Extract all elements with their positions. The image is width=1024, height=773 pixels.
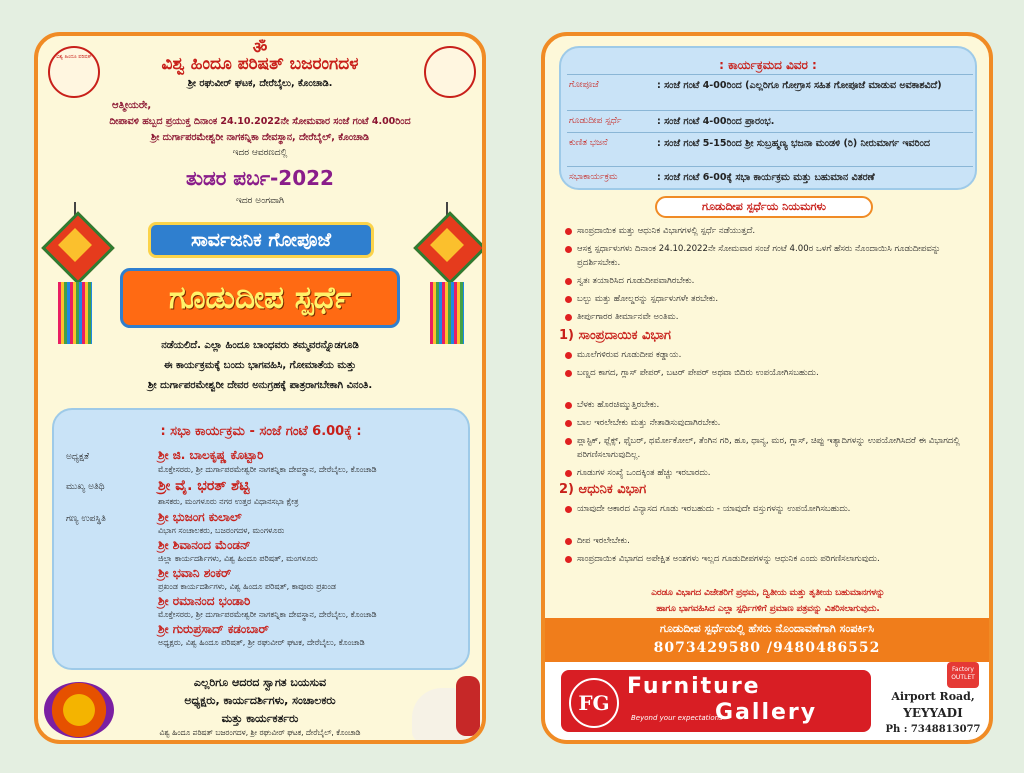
welcome-line-3: ಮತ್ತು ಕಾರ್ಯಕರ್ತರು bbox=[221, 712, 299, 725]
welcome-line-2: ಅಧ್ಯಕ್ಷರು, ಕಾರ್ಯದರ್ಶಿಗಳು, ಸಂಚಾಲಕರು bbox=[184, 694, 336, 707]
prize-line-1: ಎರಡೂ ವಿಭಾಗದ ವಿಜೇತರಿಗೆ ಪ್ರಥಮ, ದ್ವಿತೀಯ ಮತ್ತು ತೃತೀಯ ಬಹುಮಾನಗಳನ್ನು bbox=[651, 588, 885, 598]
prize-line-2: ಹಾಗೂ ಭಾಗವಹಿಸಿದ ಎಲ್ಲಾ ಸ್ಪರ್ಧಿಗಳಿಗೆ ಪ್ರಮಾಣ ಪತ್ರವನ್ನು ವಿತರಿಸಲಾಗುವುದು. bbox=[656, 604, 880, 614]
rule-item: ತೀರ್ಪುಗಾರರ ತೀರ್ಮಾನವೇ ಅಂತಿಮ. bbox=[577, 310, 967, 324]
person-name: ಶ್ರೀ ಭುಜಂಗ ಕುಲಾಲ್ bbox=[158, 510, 242, 524]
person-role: ಅಧ್ಯಕ್ಷತೆ bbox=[66, 452, 89, 462]
lantern-right bbox=[418, 202, 476, 352]
event-line-2: ಶ್ರೀ ದುರ್ಗಾಪರಮೇಶ್ವರೀ ನಾಗಕನ್ನಿಕಾ ದೇವಸ್ಥಾನ, ದೇರೆಬೈಲ್, ಕೊಂಚಾಡಿ bbox=[151, 132, 369, 143]
person-desc: ಅಧ್ಯಕ್ಷರು, ವಿಶ್ವ ಹಿಂದೂ ಪರಿಷತ್, ಶ್ರೀ ರಘುವೀರ್ ಘಟಕ, ದೇರೆಬೈಲು, ಕೊಂಚಾಡಿ bbox=[158, 638, 365, 647]
rule-item: ಸಾಂಪ್ರದಾಯಿಕ ವಿಭಾಗದ ಅಪೇಕ್ಷಿತ ಅಂಶಗಳು ಇಲ್ಲದ ಗೂಡುದೀಪಗಳನ್ನು ಆಧುನಿಕ ಎಂದು ಪರಿಗಣಿಸಲಾಗುವುದು. bbox=[577, 552, 967, 566]
schedule-value: : ಸಂಜೆ ಗಂಟೆ 6-00ಕ್ಕೆ ಸಭಾ ಕಾರ್ಯಕ್ರಮ ಮತ್ತು ಬಹುಮಾನ ವಿತರಣೆ bbox=[657, 172, 875, 183]
furniture-gallery-banner bbox=[561, 670, 871, 732]
factory-outlet-badge: Factory OUTLET bbox=[947, 662, 979, 688]
greeting: ಆತ್ಮೀಯರೇ, bbox=[112, 100, 152, 111]
rule-item: ಸಾಂಪ್ರದಾಯಿಕ ಮತ್ತು ಆಧುನಿಕ ವಿಭಾಗಗಳಲ್ಲಿ ಸ್ಪರ್ಧೆ ನಡೆಯುತ್ತದೆ. bbox=[577, 224, 967, 238]
ad-name-1: Furniture bbox=[627, 674, 761, 699]
ad-phone: Ph : 7348813077 bbox=[885, 724, 981, 735]
contact-bar bbox=[545, 618, 989, 662]
person-name: ಶ್ರೀ ಶಿವಾನಂದ ಮೆಂಡನ್ bbox=[158, 538, 251, 552]
competition-panel bbox=[541, 32, 993, 744]
rule-item: ಪ್ಲಾಸ್ಟಿಕ್, ಫ್ಲೆಕ್ಸ್, ಫೈಬರ್, ಥರ್ಮೋಕೋಲ್, ತೆಂಗಿನ ಗರಿ, ಹೂ, ಧಾನ್ಯ, ಮರ, ಗ್ಲಾಸ್, ಚಿಪ್ಪು ಇತ್ಯಾದಿಗಳನ್ನು ಉಪಯೋಗಿಸಿದರೆ ಈ ವಿಭಾಗದಲ್ಲಿ ಪರಿಗಣಿಸಲಾಗುವುದಿಲ್ಲ. bbox=[577, 434, 967, 462]
rule-item: ಗೂಡುಗಳ ಸಂಖ್ಯೆ ಒಂದಕ್ಕಿಂತ ಹೆಚ್ಚು ಇರಬಾರದು. bbox=[577, 466, 967, 480]
person-name: ಶ್ರೀ ಗುರುಪ್ರಸಾದ್ ಕಡಂಬಾರ್ bbox=[158, 622, 269, 636]
org-subtitle: ಶ್ರೀ ರಘುವೀರ್ ಘಟಕ, ದೇರೆಬೈಲು, ಕೊಂಚಾಡಿ. bbox=[187, 78, 333, 89]
person-desc: ಪ್ರಖಂಡ ಕಾರ್ಯದರ್ಶಿಗಳು, ವಿಶ್ವ ಹಿಂದೂ ಪರಿಷತ್, ಕಾವೂರು ಪ್ರಖಂಡ bbox=[158, 582, 337, 591]
gopooja-badge: ಸಾರ್ವಜನಿಕ ಗೋಪೂಜೆ bbox=[148, 222, 374, 258]
contact-numbers: 8073429580 /9480486552 bbox=[653, 640, 881, 656]
invite-line-3: ಶ್ರೀ ದುರ್ಗಾಪರಮೇಶ್ವರೀ ದೇವರ ಅನುಗ್ರಹಕ್ಕೆ ಪಾತ್ರರಾಗಬೇಕಾಗಿ ವಿನಂತಿ. bbox=[147, 380, 373, 391]
rule-item: ಬಲ್ಬು ಮತ್ತು ಹೋಲ್ಡರನ್ನು ಸ್ಪರ್ಧಾಳುಗಳೇ ತರಬೇಕು. bbox=[577, 292, 967, 306]
rule-item: ದೀಪ ಇರಲೇಬೇಕು. bbox=[577, 534, 967, 548]
goodudeepa-badge: ಗೂಡುದೀಪ ಸ್ಪರ್ಧೆ bbox=[120, 268, 400, 328]
person-name: ಶ್ರೀ ರಮಾನಂದ ಭಂಡಾರಿ bbox=[158, 594, 251, 608]
logo-text: ವಿಶ್ವ ಹಿಂದೂ ಪರಿಷತ್ bbox=[56, 54, 92, 60]
welcome-line-4: ವಿಶ್ವ ಹಿಂದೂ ಪರಿಷತ್ ಬಜರಂಗದಳ, ಶ್ರೀ ರಘುವೀರ್ ಘಟಕ, ದೇರೆಬೈಲ್, ಕೊಂಚಾಡಿ bbox=[159, 728, 361, 737]
person-name: ಶ್ರೀ ಜಿ. ಬಾಲಕೃಷ್ಣ ಕೊಟ್ಟಾರಿ bbox=[158, 448, 264, 462]
person-name: ಶ್ರೀ ವೈ. ಭರತ್ ಶೆಟ್ಟಿ bbox=[158, 478, 250, 494]
schedule-title: : ಕಾರ್ಯಕ್ರಮದ ವಿವರ : bbox=[719, 58, 817, 72]
sponsor-ad bbox=[545, 662, 989, 744]
person-role: ಗಣ್ಯ ಉಪಸ್ಥಿತಿ bbox=[66, 514, 106, 524]
invite-line-1: ನಡೆಯಲಿದೆ. ಎಲ್ಲಾ ಹಿಂದೂ ಬಾಂಧವರು ತಮ್ಮವರನ್ನೊಡಗೂಡಿ bbox=[161, 340, 359, 351]
section-traditional: 1) ಸಾಂಪ್ರದಾಯಿಕ ವಿಭಾಗ bbox=[559, 328, 671, 343]
schedule-box bbox=[559, 46, 977, 190]
contact-label: ಗೂಡುದೀಪ ಸ್ಪರ್ಧೆಯಲ್ಲಿ ಹೆಸರು ನೊಂದಾವಣೆಗಾಗಿ ಸಂಪರ್ಕಿಸಿ bbox=[659, 622, 875, 635]
rule-item: ಬಣ್ಣದ ಕಾಗದ, ಗ್ಲಾಸ್ ಪೇಪರ್, ಬಟರ್ ಪೇಪರ್ ಅಥವಾ ಬಿದಿರು ಉಪಯೋಗಿಸಬಹುದು. bbox=[577, 366, 967, 380]
invite-line-2: ಈ ಕಾರ್ಯಕ್ರಮಕ್ಕೆ ಬಂದು ಭಾಗವಹಿಸಿ, ಗೋಮಾತೆಯ ಮತ್ತು bbox=[163, 360, 357, 371]
ad-name-2: Gallery bbox=[715, 700, 818, 725]
schedule-value: : ಸಂಜೆ ಗಂಟೆ 4-00ರಿಂದ ಪ್ರಾರಂಭ. bbox=[657, 116, 775, 127]
ad-address-2: YEYYADI bbox=[903, 706, 963, 720]
ad-address-1: Airport Road, bbox=[891, 690, 975, 703]
invitation-panel bbox=[34, 32, 486, 744]
schedule-value: : ಸಂಜೆ ಗಂಟೆ 5-15ರಿಂದ ಶ್ರೀ ಸುಬ್ರಹ್ಮಣ್ಯ ಭಜನಾ ಮಂಡಳಿ (ರಿ) ನೀರುಮಾರ್ಗ ಇವರಿಂದ bbox=[657, 138, 931, 149]
ad-tagline: Beyond your expectations bbox=[631, 714, 723, 722]
schedule-label: ಗೋಪೂಜೆ bbox=[569, 80, 599, 90]
fg-logo: FG bbox=[569, 678, 619, 728]
person-desc: ಮೊಕ್ತೇಸರರು, ಶ್ರೀ ದುರ್ಗಾಪರಮೇಶ್ವರೀ ನಾಗಕನ್ನಿಕಾ ದೇವಸ್ಥಾನ, ದೇರೆಬೈಲು, ಕೊಂಚಾಡಿ bbox=[158, 465, 377, 474]
welcome-line-1: ಎಲ್ಲರಿಗೂ ಆದರದ ಸ್ವಾಗತ ಬಯಸುವ bbox=[193, 676, 327, 689]
person-desc: ಶಾಸಕರು, ಮಂಗಳೂರು ನಗರ ಉತ್ತರ ವಿಧಾನಸಭಾ ಕ್ಷೇತ್ರ bbox=[158, 497, 299, 506]
person-desc: ಜಿಲ್ಲಾ ಕಾರ್ಯದರ್ಶಿಗಳು, ವಿಶ್ವ ಹಿಂದೂ ಪರಿಷತ್, ಮಂಗಳೂರು bbox=[158, 554, 318, 563]
sabha-box bbox=[52, 408, 470, 670]
schedule-label: ಗೂಡುದೀಪ ಸ್ಪರ್ಧೆ bbox=[569, 116, 622, 126]
section-modern: 2) ಆಧುನಿಕ ವಿಭಾಗ bbox=[559, 482, 647, 497]
org-title: ವಿಶ್ವ ಹಿಂದೂ ಪರಿಷತ್ ಬಜರಂಗದಳ bbox=[161, 54, 359, 74]
rule-item: ಮೂಲೆಗಳಿರುವ ಗೂಡುದೀಪ ಕಡ್ಡಾಯ. bbox=[577, 348, 967, 362]
rule-item: ಯಾವುದೇ ಆಕಾರದ ವಿನ್ಯಾಸದ ಗೂಡು ಇರಬಹುದು - ಯಾವುದೇ ವಸ್ತುಗಳನ್ನು ಉಪಯೋಗಿಸಬಹುದು. bbox=[577, 502, 967, 516]
rule-item: ಬೆಳಕು ಹೊರಚಿಮ್ಮುತ್ತಿರಬೇಕು. bbox=[577, 398, 967, 412]
person-role: ಮುಖ್ಯ ಅತಿಥಿ bbox=[66, 482, 105, 492]
person-name: ಶ್ರೀ ಭವಾನಿ ಶಂಕರ್ bbox=[158, 566, 232, 580]
om-symbol: ॐ bbox=[252, 38, 268, 57]
schedule-label: ಕುಣಿತ ಭಜನೆ bbox=[569, 138, 608, 148]
schedule-value: : ಸಂಜೆ ಗಂಟೆ 4-00ರಿಂದ (ಎಲ್ಲರಿಗೂ ಗೋಗ್ರಾಸ ಸಹಿತ ಗೋಪೂಜೆ ಮಾಡುವ ಅವಕಾಶವಿದೆ) bbox=[657, 80, 942, 91]
festival-title: ತುಡರ ಪರ್ಬ-2022 bbox=[186, 166, 334, 190]
sabha-title: : ಸಭಾ ಕಾರ್ಯಕ್ರಮ - ಸಂಜೆ ಗಂಟೆ 6.00ಕ್ಕೆ : bbox=[160, 424, 362, 439]
event-line-4: ಇದರ ಅಂಗವಾಗಿ bbox=[236, 196, 284, 206]
rules-title: ಗೂಡುದೀಪ ಸ್ಪರ್ಧೆಯ ನಿಯಮಗಳು bbox=[655, 196, 873, 218]
schedule-label: ಸಭಾಕಾರ್ಯಕ್ರಮ bbox=[569, 172, 618, 182]
rule-item: ಸ್ವತಃ ತಯಾರಿಸಿದ ಗೂಡುದೀಪವಾಗಿರಬೇಕು. bbox=[577, 274, 967, 288]
lantern-left bbox=[46, 202, 104, 352]
event-line-3: ಇದರ ಆವರಣದಲ್ಲಿ bbox=[232, 148, 288, 158]
rule-item: ಆಸಕ್ತ ಸ್ಪರ್ಧಾಳುಗಳು ದಿನಾಂಕ 24.10.2022ನೇ ಸೋಮವಾರ ಸಂಜೆ ಗಂಟೆ 4.00ರ ಒಳಗೆ ಹೆಸರು ನೊಂದಾಯಿಸಿ ಗೂಡುದೀಪವನ್ನು ಪ್ರದರ್ಶಿಸಬೇಕು. bbox=[577, 242, 967, 270]
person-desc: ವಿಭಾಗ ಸಂಚಾಲಕರು, ಬಜರಂಗದಳ, ಮಂಗಳೂರು bbox=[158, 526, 285, 535]
event-line-1: ದೀಪಾವಳಿ ಹಬ್ಬದ ಪ್ರಯುಕ್ತ ದಿನಾಂಕ 24.10.2022ನೇ ಸೋಮವಾರ ಸಂಜೆ ಗಂಟೆ 4.00ರಿಂದ bbox=[109, 116, 411, 127]
rule-item: ಬಾಲ ಇರಲೇಬೇಕು ಮತ್ತು ನೇತಾಡಿಸುವುದಾಗಿರಬೇಕು. bbox=[577, 416, 967, 430]
person-desc: ಮೊಕ್ತೇಸರರು, ಶ್ರೀ ದುರ್ಗಾಪರಮೇಶ್ವರೀ ನಾಗಕನ್ನಿಕಾ ದೇವಸ್ಥಾನ, ದೇರೆಬೈಲು, ಕೊಂಚಾಡಿ bbox=[158, 610, 377, 619]
